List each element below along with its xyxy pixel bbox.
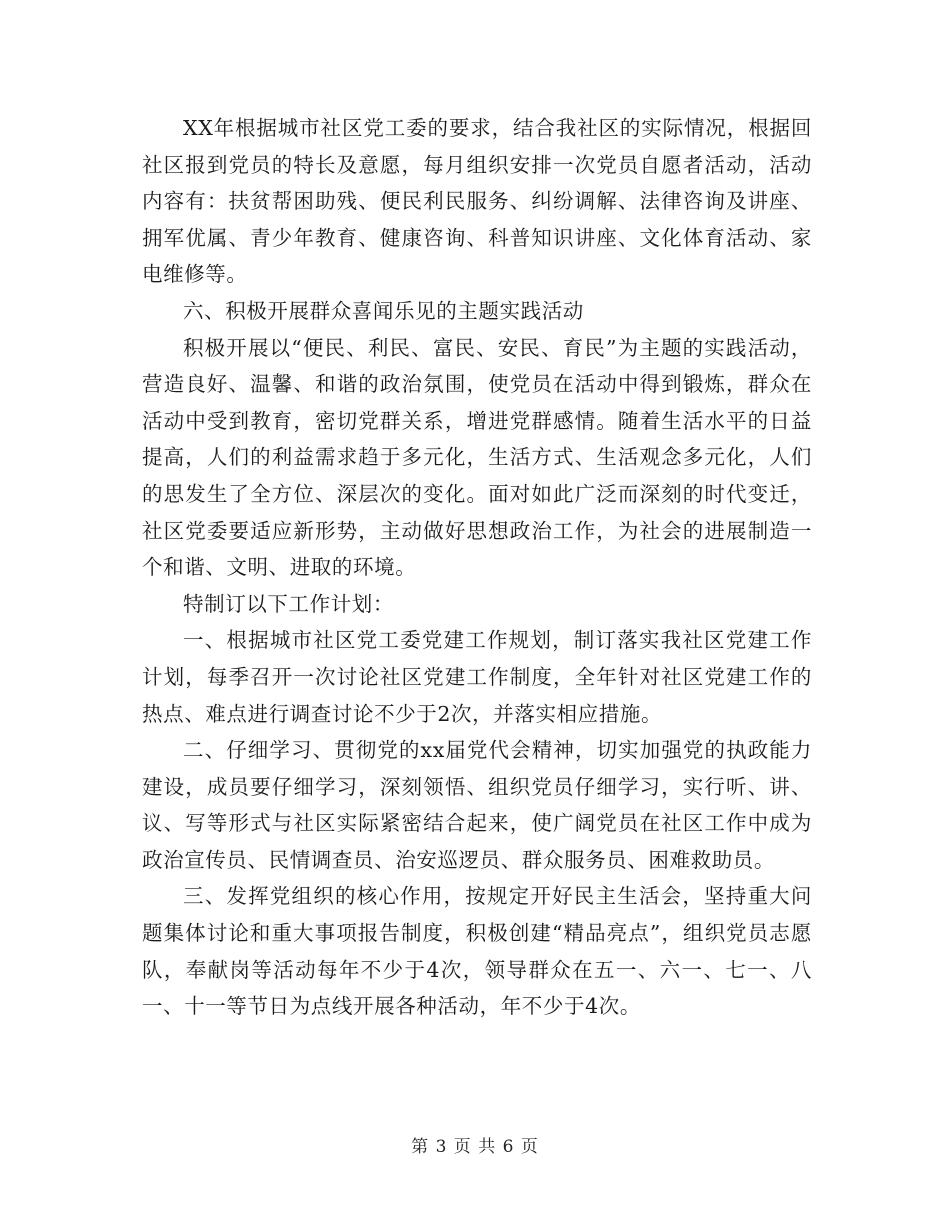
paragraph-practice-activities: 积极开展以“便民、利民、富民、安民、育民”为主题的实践活动，营造良好、温馨、和谐的政治氛围，使党员在活动中得到锻炼，群众在活动中受到教育，密切党群关系，增进党群感情。随着生活水平的日益提高，人们的利益需求趋于多元化，生活方式、生活观念多元化，人们的思发生了全方位、深层次的变化。面对如此广泛而深刻的时代变迁，社区党委要适应新形势，主动做好思想政治工作，为社会的进展制造一个和谐、文明、进取的环境。: [142, 335, 812, 580]
paragraph-item-three: 三、发挥党组织的核心作用，按规定开好民主生活会，坚持重大问题集体讨论和重大事项报告制度，积极创建“精品亮点”，组织党员志愿队，奉献岗等活动每年不少于4次，领导群众在五一、六一、七一、八一、十一等节日为点线开展各种活动，年不少于4次。: [142, 884, 812, 1019]
section-heading-six: 六、积极开展群众喜闻乐见的主题实践活动: [183, 298, 584, 323]
paragraph-volunteer-activities: XX年根据城市社区党工委的要求，结合我社区的实际情况，根据回社区报到党员的特长及意愿，每月组织安排一次党员自愿者活动，活动内容有：扶贫帮困助残、便民利民服务、纠纷调解、法律咨询及讲座、拥军优属、青少年教育、健康咨询、科普知识讲座、文化体育活动、家电维修等。: [142, 116, 812, 287]
page-number-footer: 第 3 页 共 6 页: [411, 1137, 539, 1157]
paragraph-plan-intro: 特制订以下工作计划：: [183, 591, 394, 616]
paragraph-item-two: 二、仔细学习、贯彻党的xx届党代会精神，切实加强党的执政能力建设，成员要仔细学习，深刻领悟、组织党员仔细学习，实行听、讲、议、写等形式与社区实际紧密结合起来，使广阔党员在社区工作中成为政治宣传员、民情调查员、治安巡逻员、群众服务员、困难救助员。: [142, 738, 812, 872]
paragraph-item-one: 一、根据城市社区党工委党建工作规划，制订落实我社区党建工作计划，每季召开一次讨论社区党建工作制度，全年针对社区党建工作的热点、难点进行调查讨论不少于2次，并落实相应措施。: [142, 628, 812, 726]
document-body: [142, 110, 812, 1025]
